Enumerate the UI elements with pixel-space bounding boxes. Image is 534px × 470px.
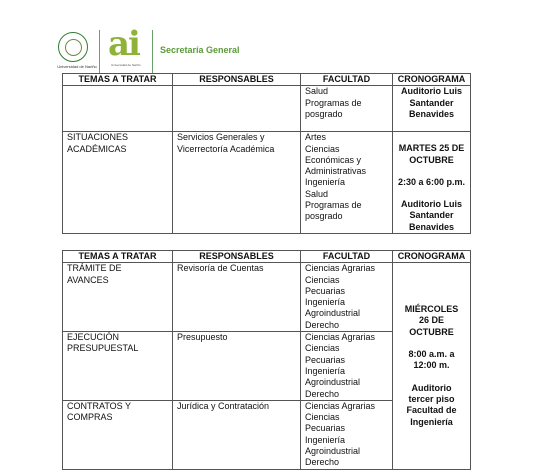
facultad-line: Ciencias Agrarias: [305, 400, 376, 411]
facultad-line: Ciencias: [305, 343, 340, 354]
facultad-line: Agroindustrial: [305, 377, 361, 388]
facultad-line: Ciencias Agrarias: [305, 332, 376, 343]
col-header-responsables: RESPONSABLES: [173, 251, 301, 263]
cronograma-place-line: Ingeniería: [410, 416, 453, 427]
ai-logo: ai: [108, 24, 139, 64]
facultad-line: Ingeniería: [305, 297, 346, 308]
cronograma-time: 12:00 m.: [413, 360, 450, 371]
header-divider-2: [152, 30, 153, 74]
schedule-table-2: [62, 250, 471, 470]
table-row: [63, 132, 471, 234]
facultad-line: posgrado: [305, 108, 343, 119]
facultad-cell: [301, 132, 393, 234]
col-header-temas: TEMAS A TRATAR: [63, 74, 173, 86]
cronograma-place-line: Auditorio Luis: [401, 86, 462, 97]
facultad-line: Agroindustrial: [305, 446, 361, 457]
facultad-line: Ingeniería: [305, 434, 346, 445]
col-header-responsables: RESPONSABLES: [173, 74, 301, 86]
cronograma-date: MIÉRCOLES: [404, 304, 459, 315]
col-header-cronograma: CRONOGRAMA: [393, 74, 471, 86]
facultad-line: Programas de: [305, 200, 362, 211]
facultad-line: Pecuarias: [305, 285, 346, 296]
facultad-line: Programas de: [305, 97, 362, 108]
cronograma-date: OCTUBRE: [409, 154, 454, 165]
tema-line: COMPRAS: [67, 412, 113, 423]
cronograma-cell: [393, 263, 471, 469]
facultad-line: Pecuarias: [305, 423, 346, 434]
facultad-line: Derecho: [305, 319, 340, 330]
facultad-line: Administrativas: [305, 166, 367, 177]
cronograma-place-line: Auditorio: [411, 382, 452, 393]
col-header-temas: TEMAS A TRATAR: [63, 251, 173, 263]
cronograma-date: OCTUBRE: [409, 326, 454, 337]
cronograma-cell: [393, 132, 471, 234]
col-header-facultad: FACULTAD: [301, 74, 393, 86]
tema-line: ACADÉMICAS: [67, 143, 127, 154]
cronograma-place-line: Facultad de: [406, 405, 457, 416]
cronograma-place-line: Santander: [409, 97, 454, 108]
cronograma-date: 26 DE: [418, 315, 444, 326]
schedule-table-1: [62, 73, 471, 234]
tema-line: TRÁMITE DE: [67, 263, 122, 274]
tema-line: PRESUPUESTAL: [67, 343, 139, 354]
university-seal-icon: [58, 32, 88, 62]
responsables-line: Vicerrectoría Académica: [177, 143, 275, 154]
cronograma-cell: [393, 86, 471, 132]
tema-cell: [63, 132, 173, 234]
facultad-line: Ciencias: [305, 274, 340, 285]
tema-line: AVANCES: [67, 274, 109, 285]
table-header-row: [63, 251, 471, 263]
seal-label: Universidad de Nariño: [57, 64, 97, 69]
tema-cell: [63, 400, 173, 469]
header-divider: [99, 30, 100, 74]
cronograma-time: 8:00 a.m. a: [408, 349, 455, 360]
cronograma-place-line: tercer piso: [408, 393, 455, 404]
cronograma-time: 2:30 a 6:00 p.m.: [397, 176, 466, 187]
cronograma-place-line: Benavides: [408, 108, 455, 119]
tema-line: CONTRATOS Y: [67, 400, 132, 411]
tema-cell: [63, 332, 173, 401]
facultad-line: Salud: [305, 86, 329, 97]
table-header-row: [63, 74, 471, 86]
facultad-line: Ciencias: [305, 143, 340, 154]
facultad-line: Derecho: [305, 388, 340, 399]
facultad-line: Ciencias: [305, 412, 340, 423]
facultad-line: Ingeniería: [305, 177, 346, 188]
cronograma-place-line: Benavides: [408, 221, 455, 232]
col-header-facultad: FACULTAD: [301, 251, 393, 263]
facultad-line: Derecho: [305, 457, 340, 468]
facultad-cell: [301, 86, 393, 132]
table-row: [63, 263, 471, 332]
facultad-line: Salud: [305, 188, 329, 199]
responsables-cell: [173, 86, 301, 132]
responsables-cell: Jurídica y Contratación: [173, 400, 301, 469]
responsables-cell: [173, 132, 301, 234]
facultad-line: Ciencias Agrarias: [305, 263, 376, 274]
tema-cell: [63, 263, 173, 332]
facultad-line: Pecuarias: [305, 354, 346, 365]
cronograma-place-line: Santander: [409, 210, 454, 221]
responsables-line: Servicios Generales y: [177, 132, 265, 143]
facultad-cell: [301, 332, 393, 401]
facultad-line: Ingeniería: [305, 365, 346, 376]
cronograma-date: MARTES 25 DE: [398, 143, 465, 154]
col-header-cronograma: CRONOGRAMA: [393, 251, 471, 263]
tema-cell: [63, 86, 173, 132]
unit-title: Secretaría General: [160, 45, 240, 55]
tema-line: SITUACIONES: [67, 132, 129, 143]
table-row: [63, 86, 471, 132]
facultad-line: posgrado: [305, 211, 343, 222]
tema-line: EJECUCIÓN: [67, 332, 120, 343]
facultad-line: Económicas y: [305, 154, 362, 165]
cronograma-place-line: Auditorio Luis: [401, 199, 462, 210]
ai-logo-subtitle: Universidad de Nariño: [111, 63, 141, 67]
page-header: [57, 24, 358, 74]
facultad-cell: [301, 263, 393, 332]
responsables-cell: Revisoría de Cuentas: [173, 263, 301, 332]
facultad-cell: [301, 400, 393, 469]
facultad-line: Agroindustrial: [305, 308, 361, 319]
facultad-line: Artes: [305, 132, 327, 143]
responsables-cell: Presupuesto: [173, 332, 301, 401]
